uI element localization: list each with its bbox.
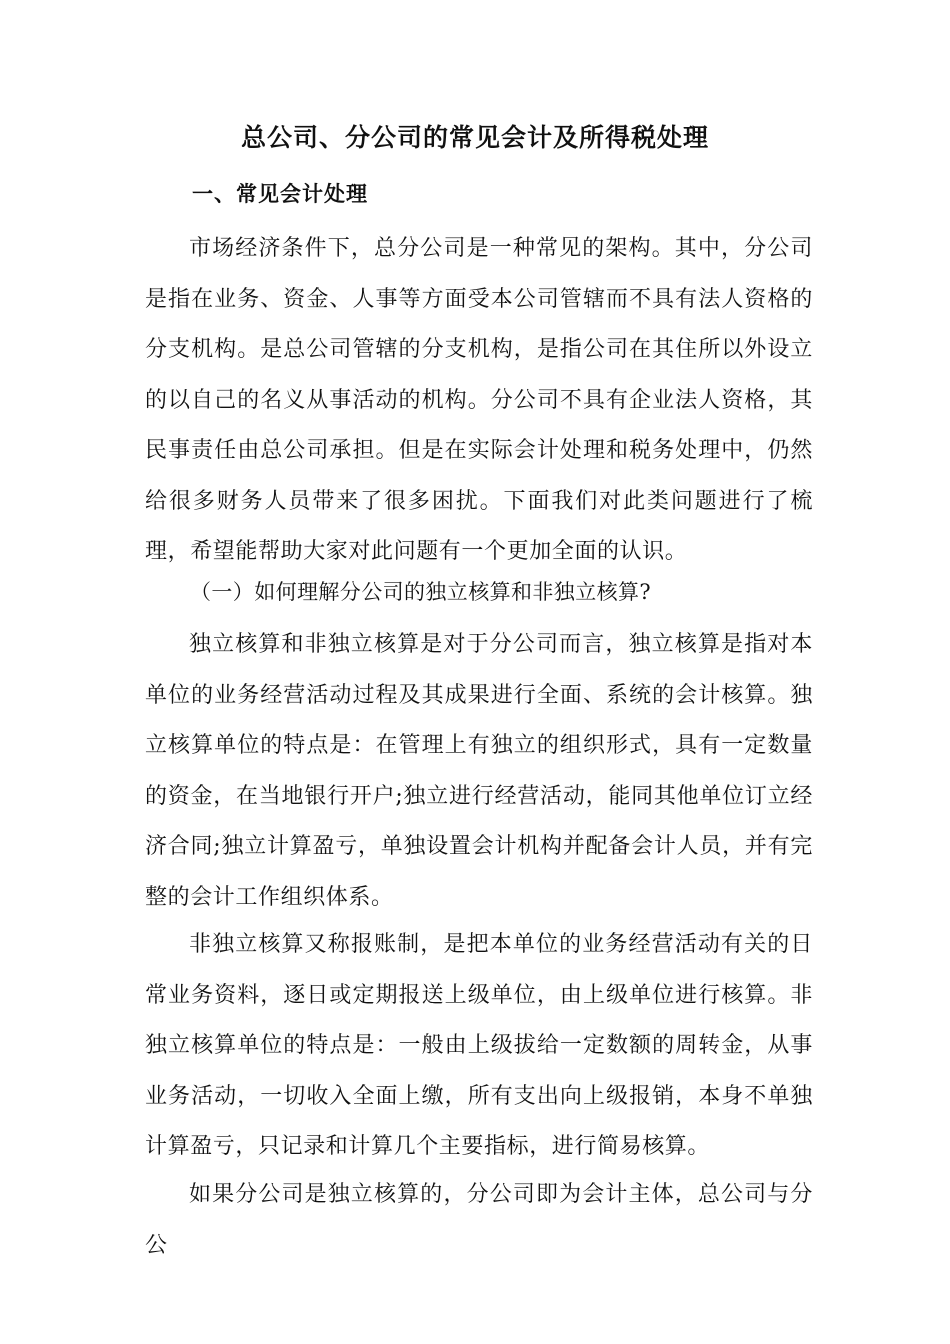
- subheading-independent-accounting: （一）如何理解分公司的独立核算和非独立核算?: [190, 580, 652, 604]
- paragraph-non-independent-accounting: 非独立核算又称报账制，是把本单位的业务经营活动有关的日常业务资料，逐日或定期报送上级单位，由上级单位进行核算。非独立核算单位的特点是：一般由上级拔给一定数额的周转金，从事业务活动，一切收入全面上缴，所有支出向上级报销，本身不单独计算盈亏，只记录和计算几个主要指标，进行简易核算。: [145, 932, 813, 1159]
- paragraph-independent-accounting: 独立核算和非独立核算是对于分公司而言，独立核算是指对本单位的业务经营活动过程及其成果进行全面、系统的会计核算。独立核算单位的特点是：在管理上有独立的组织形式，具有一定数量的资金，在当地银行开户;独立进行经营活动，能同其他单位订立经济合同;独立计算盈亏，单独设置会计机构并配备会计人员，并有完整的会计工作组织体系。: [145, 632, 813, 910]
- paragraph-intro: 市场经济条件下，总分公司是一种常见的架构。其中，分公司是指在业务、资金、人事等方面受本公司管辖而不具有法人资格的分支机构。是总公司管辖的分支机构，是指公司在其住所以外设立的以自己的名义从事活动的机构。分公司不具有企业法人资格，其民事责任由总公司承担。但是在实际会计处理和税务处理中，仍然给很多财务人员带来了很多困扰。下面我们对此类问题进行了梳理，希望能帮助大家对此问题有一个更加全面的认识。: [145, 236, 813, 564]
- document-title: 总公司、分公司的常见会计及所得税处理: [240, 123, 709, 152]
- paragraph-branch-accounting-entity: 如果分公司是独立核算的，分公司即为会计主体，总公司与分公: [145, 1182, 813, 1258]
- section-heading: 一、常见会计处理: [192, 181, 368, 206]
